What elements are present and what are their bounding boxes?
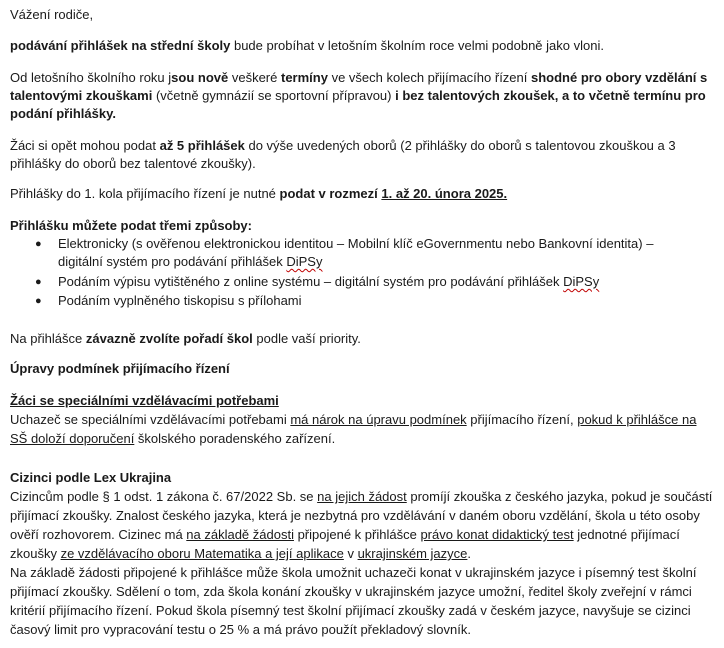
foreign-heading: Cizinci podle Lex Ukrajina (10, 470, 172, 485)
bullet-icon: ● (35, 276, 42, 288)
paragraph-deadline: Přihlášky do 1. kola přijímacího řízení je nutné podat v rozmezí 1. až 20. února 2025. (10, 186, 508, 201)
foreign-line6: přijímací zkoušky. Sdělení o tom, zda škola konání zkoušky v ukrajinském jazyce umožní, ředitel školy zveřejní v rámci (10, 584, 692, 599)
ways-item-1-line2: digitální systém pro podávání přihlášek DiPSy (58, 254, 323, 269)
section-title: Úpravy podmínek přijímacího řízení (10, 361, 230, 376)
special-line2: SŠ doloží doporučení školského poradenského zařízení. (10, 431, 336, 446)
foreign-line7: kritérií přijímacího řízení. Pokud škola písemný test školní přijímací zkoušky zadá v českém jazyce, navyšuje se cizinci (10, 603, 691, 618)
foreign-line4: zkoušky ze vzdělávacího oboru Matematika a její aplikace v ukrajinském jazyce. (10, 546, 472, 561)
ways-item-1-line1: Elektronicky (s ověřenou elektronickou identitou – Mobilní klíč eGovernmentu nebo Bankovní identita) – (58, 236, 654, 251)
paragraph-dates-line2: talentovými zkouškami (včetně gymnázií se sportovní přípravou) i bez talentových zkoušek, a to včetně termínu pro (10, 88, 706, 103)
paragraph-count-line2: přihlášky do oborů bez talentové zkoušky). (10, 156, 256, 171)
bullet-icon: ● (35, 238, 42, 250)
paragraph-dates-line3: podání přihlášky. (10, 106, 116, 121)
paragraph-count-line1: Žáci si opět mohou podat až 5 přihlášek do výše uvedených oborů (2 přihlášky do oborů s talentovou zkouškou a 3 (10, 138, 676, 153)
greeting: Vážení rodiče, (10, 7, 94, 22)
bullet-icon: ● (35, 295, 42, 307)
foreign-line3: ověří rozhovorem. Cizinec má na základě žádosti připojené k přihlášce právo konat didaktický test jednotné přijímací (10, 527, 680, 542)
foreign-line5: Na základě žádosti připojené k přihlášce může škola umožnit uchazeči konat v ukrajinském jazyce i písemný test školní (10, 565, 697, 580)
special-line1: Uchazeč se speciálními vzdělávacími potřebami má nárok na úpravu podmínek přijímacího řízení, pokud k přihlášce na (10, 412, 697, 427)
ways-heading: Přihlášku můžete podat třemi způsoby: (10, 218, 252, 233)
foreign-line1: Cizincům podle § 1 odst. 1 zákona č. 67/2022 Sb. se na jejich žádost promíjí zkouška z českého jazyka, pokud je součástí (10, 489, 713, 504)
paragraph-priority: Na přihlášce závazně zvolíte pořadí škol podle vaší priority. (10, 331, 361, 346)
special-heading: Žáci se speciálními vzdělávacími potřebami (10, 393, 279, 408)
ways-item-3: Podáním vyplněného tiskopisu s přílohami (58, 293, 302, 308)
paragraph-intro: podávání přihlášek na střední školy bude probíhat v letošním školním roce velmi podobně jako vloni. (10, 38, 604, 53)
foreign-line8: časový limit pro vypracování testu o 25 % a má právo použít překladový slovník. (10, 622, 471, 637)
ways-item-2: Podáním výpisu vytištěného z online systému – digitální systém pro podávání přihlášek DiPSy (58, 274, 600, 289)
paragraph-dates-line1: Od letošního školního roku jsou nově veškeré termíny ve všech kolech přijímacího řízení shodné pro obory vzdělání s (10, 70, 708, 85)
foreign-line2: přijímací zkoušky. Znalost českého jazyka, která je nezbytná pro vzdělávání v daném oboru vzdělání, škola u této osoby (10, 508, 700, 523)
